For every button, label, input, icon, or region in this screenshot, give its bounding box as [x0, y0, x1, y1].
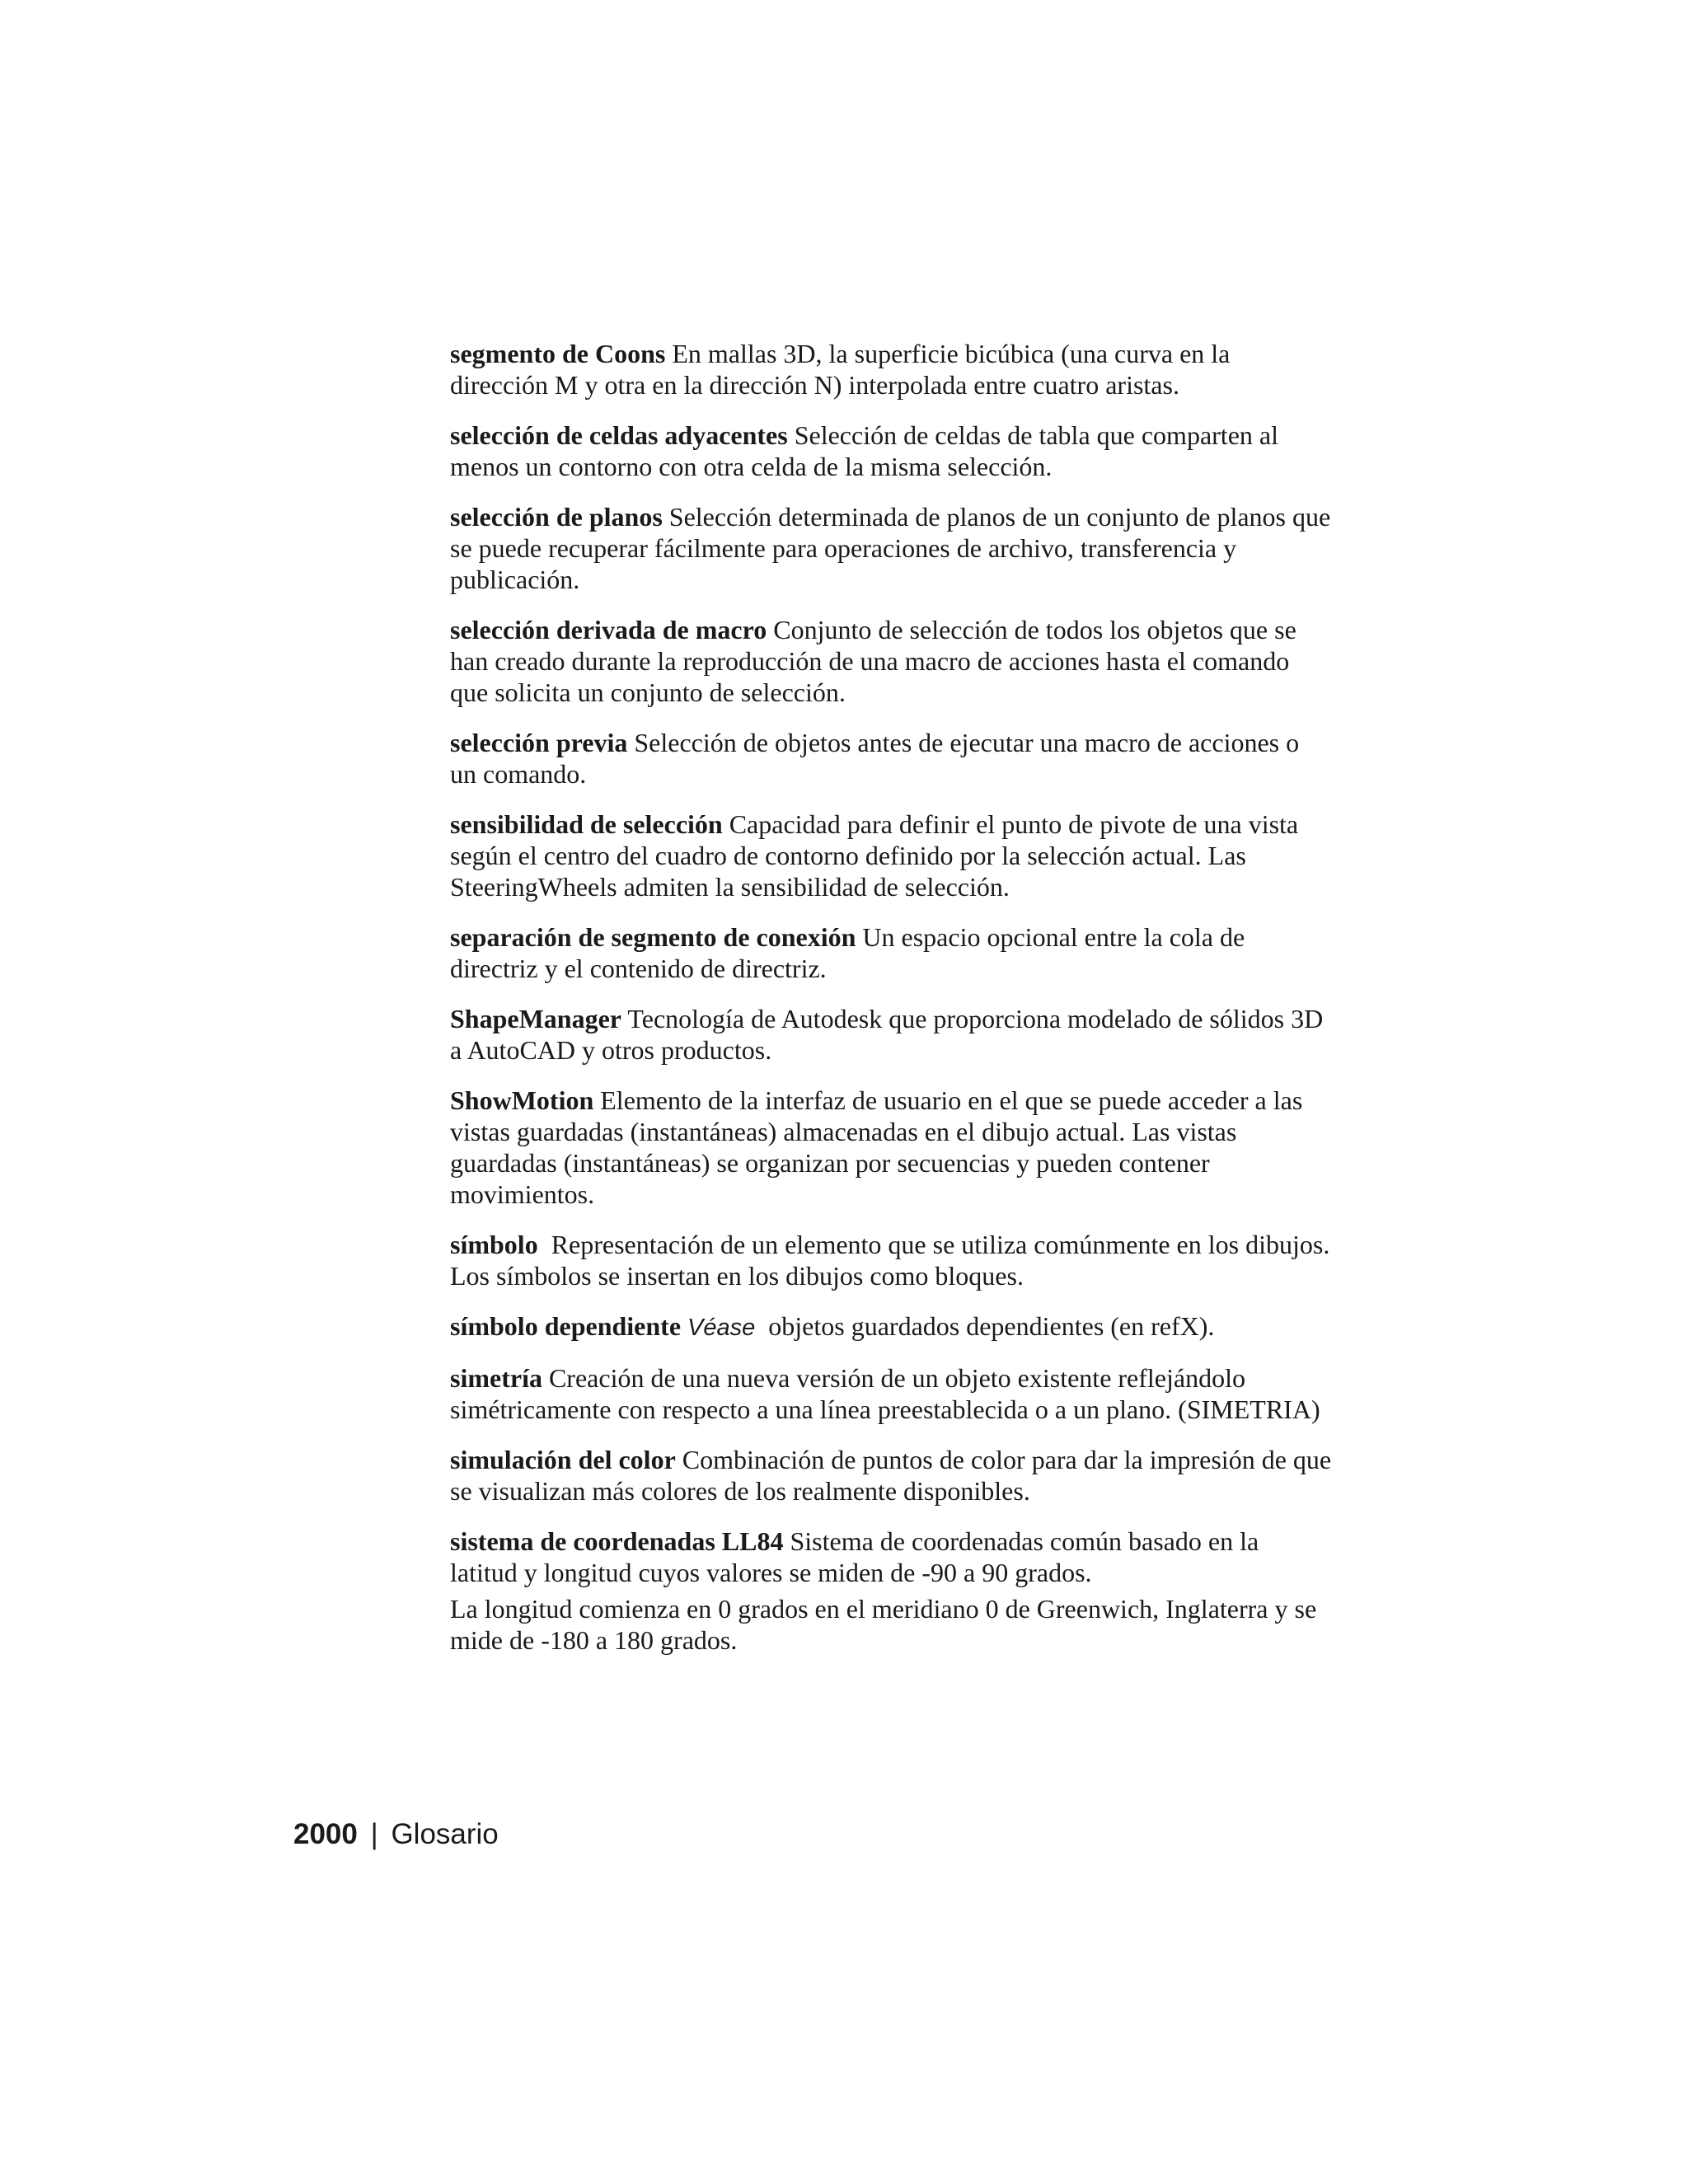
entry-term: simulación del color	[450, 1445, 676, 1474]
glossary-entries	[450, 338, 1332, 1675]
entry-term: selección derivada de macro	[450, 615, 767, 644]
entry-definition: Selección de objetos antes de ejecutar una macro de acciones o un comando.	[450, 728, 1300, 789]
glossary-entry	[450, 501, 1332, 595]
glossary-entry	[450, 1526, 1332, 1588]
entry-definition: objetos guardados dependientes (en refX).	[768, 1311, 1215, 1341]
glossary-entry	[450, 808, 1332, 902]
entry-definition: Selección de celdas de tabla que comparten al menos un contorno con otra celda de la misma selección.	[450, 420, 1278, 481]
entry-term: selección de planos	[450, 502, 663, 532]
glossary-entry	[450, 338, 1332, 401]
entry-term: símbolo dependiente	[450, 1311, 682, 1341]
entry-term: sensibilidad de selección	[450, 809, 723, 839]
page-number: 2000	[293, 1818, 358, 1850]
glossary-entry	[450, 1444, 1332, 1507]
entry-definition: Creación de una nueva versión de un objeto existente reflejándolo simétricamente con respecto a una línea preestablecida o a un plano. (SIMETRIA)	[450, 1363, 1320, 1424]
glossary-entry	[450, 921, 1332, 984]
entry-term: separación de segmento de conexión	[450, 922, 856, 952]
entry-definition: Sistema de coordenadas común basado en la latitud y longitud cuyos valores se miden de -90 a 90 grados.	[450, 1526, 1259, 1587]
entry-definition: Representación de un elemento que se utiliza comúnmente en los dibujos. Los símbolos se insertan en los dibujos como bloques.	[450, 1230, 1330, 1291]
glossary-entry	[450, 1310, 1332, 1343]
entry-term: sistema de coordenadas LL84	[450, 1526, 784, 1556]
glossary-entry	[450, 1003, 1332, 1066]
glossary-entry	[450, 1362, 1332, 1425]
entry-term: selección previa	[450, 728, 628, 757]
glossary-entry	[450, 727, 1332, 790]
see-reference: Véase	[687, 1315, 756, 1341]
glossary-entry	[450, 1085, 1332, 1210]
entry-term: simetría	[450, 1363, 542, 1393]
entry-term: segmento de Coons	[450, 339, 666, 368]
entry-definition: Tecnología de Autodesk que proporciona modelado de sólidos 3D a AutoCAD y otros productos.	[450, 1004, 1324, 1065]
entry-continuation-paragraph: La longitud comienza en 0 grados en el meridiano 0 de Greenwich, Inglaterra y se mide de -180 a 180 grados.	[450, 1594, 1317, 1655]
entry-term: ShapeManager	[450, 1004, 621, 1033]
entry-definition: Combinación de puntos de color para dar la impresión de que se visualizan más colores de los realmente disponibles.	[450, 1445, 1332, 1506]
section-title: Glosario	[391, 1818, 499, 1850]
entry-term: selección de celdas adyacentes	[450, 420, 788, 450]
glossary-entry	[450, 614, 1332, 708]
entry-definition: Conjunto de selección de todos los objetos que se han creado durante la reproducción de una macro de acciones hasta el comando que solicita un conjunto de selección.	[450, 615, 1296, 707]
page-footer	[293, 1818, 499, 1851]
entry-definition: Selección determinada de planos de un conjunto de planos que se puede recuperar fácilmente para operaciones de archivo, transferencia y publicación.	[450, 502, 1331, 594]
glossary-entry	[450, 1229, 1332, 1291]
entry-term: símbolo	[450, 1230, 538, 1259]
entry-definition: Elemento de la interfaz de usuario en el que se puede acceder a las vistas guardadas (instantáneas) almacenadas en el dibujo actual. Las vistas guardadas (instantáneas) se organizan por secuencias y pueden contener movimientos.	[450, 1085, 1303, 1209]
entry-definition: Un espacio opcional entre la cola de directriz y el contenido de directriz.	[450, 922, 1245, 983]
entry-term: ShowMotion	[450, 1085, 594, 1115]
entry-definition: Capacidad para definir el punto de pivote de una vista según el centro del cuadro de contorno definido por la selección actual. Las SteeringWheels admiten la sensibilidad de selección.	[450, 809, 1299, 902]
glossary-entry	[450, 419, 1332, 482]
footer-divider: |	[370, 1818, 378, 1850]
entry-definition: En mallas 3D, la superficie bicúbica (una curva en la dirección M y otra en la dirección N) interpolada entre cuatro aristas.	[450, 339, 1231, 400]
